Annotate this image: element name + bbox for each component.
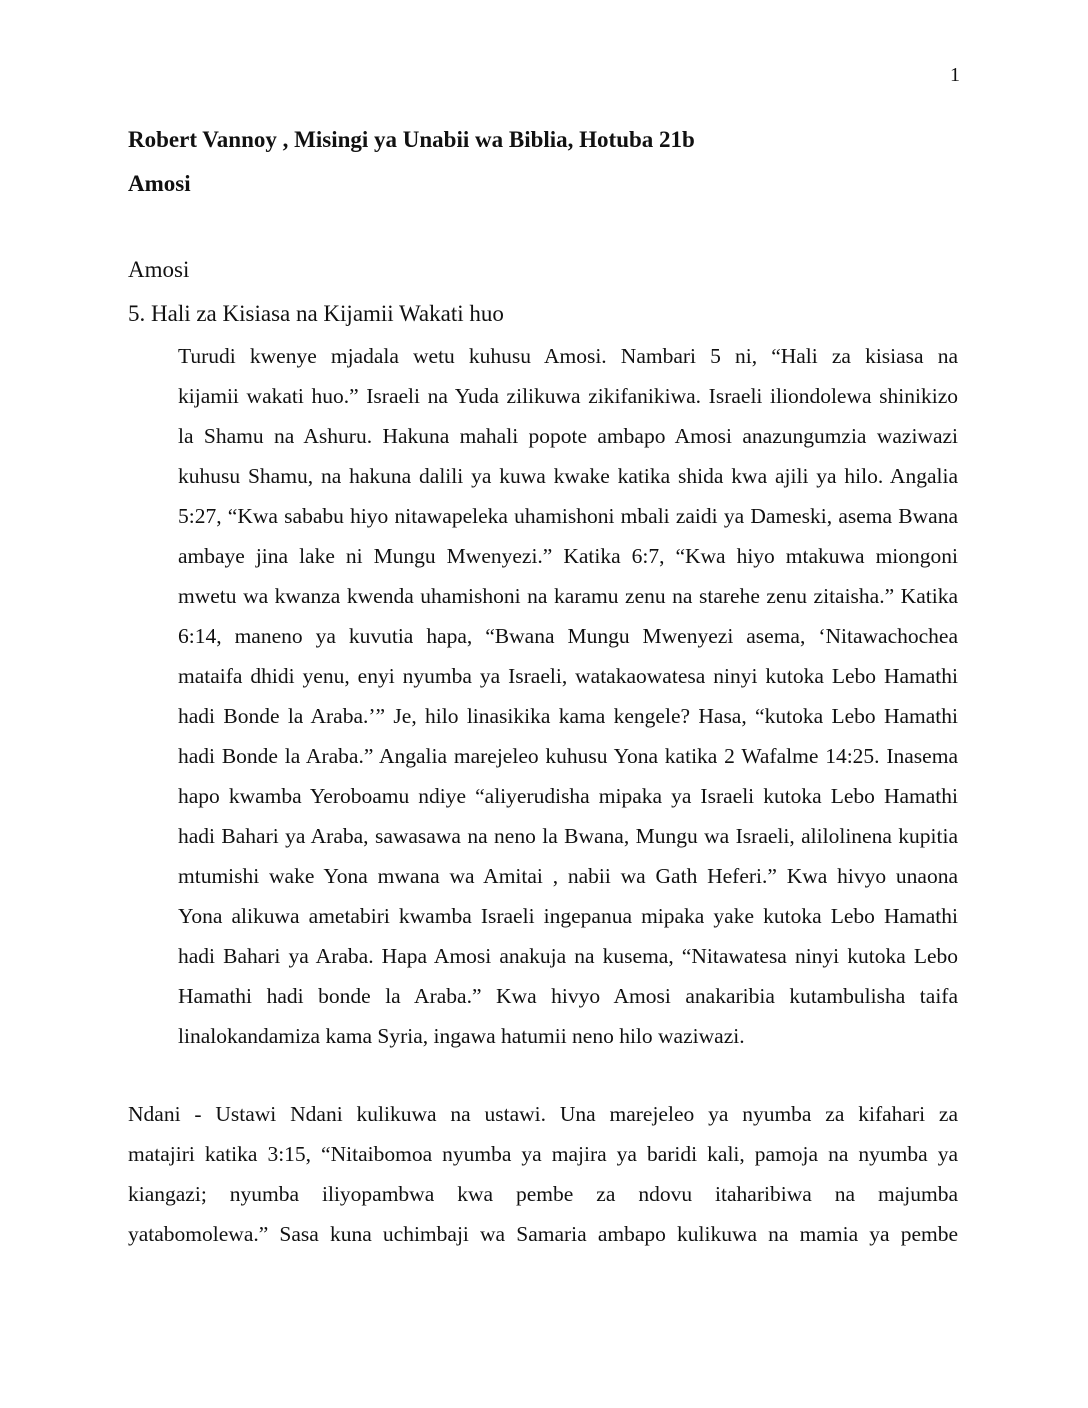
paragraph-line: kuhusu Shamu, na hakuna dalili ya kuwa kwake katika shida kwa ajili ya hilo. Angalia	[178, 464, 958, 488]
paragraph-internal-prosperity	[128, 1094, 958, 1254]
paragraph-line: Ndani - Ustawi Ndani kulikuwa na ustawi. Una marejeleo ya nyumba za kifahari za	[128, 1102, 958, 1126]
paragraph-line: Turudi kwenye mjadala wetu kuhusu Amosi. Nambari 5 ni, “Hali za kisiasa na	[178, 344, 958, 368]
page-number: 1	[950, 64, 960, 86]
paragraph-line: la Shamu na Ashuru. Hakuna mahali popote ambapo Amosi anazungumzia waziwazi	[178, 424, 958, 448]
paragraph-line: Yona alikuwa ametabiri kwamba Israeli ingepanua mipaka yake kutoka Lebo Hamathi	[178, 904, 958, 928]
section-name: Amosi	[128, 257, 190, 282]
paragraph-line: kijamii wakati huo.” Israeli na Yuda zilikuwa zikifanikiwa. Israeli iliondolewa shinikizo	[178, 384, 958, 408]
paragraph-line: mtumishi wake Yona mwana wa Amitai , nabii wa Gath Heferi.” Kwa hivyo unaona	[178, 864, 958, 888]
paragraph-line: hadi Bonde la Araba.’” Je, hilo linasikika kama kengele? Hasa, “kutoka Lebo Hamathi	[178, 704, 958, 728]
paragraph-line: kiangazi; nyumba iliyopambwa kwa pembe za ndovu itaharibiwa na majumba	[128, 1182, 958, 1206]
paragraph-line: 6:14, maneno ya kuvutia hapa, “Bwana Mungu Mwenyezi asema, ‘Nitawachochea	[178, 624, 958, 648]
paragraph-line: yatabomolewa.” Sasa kuna uchimbaji wa Samaria ambapo kulikuwa na mamia ya pembe	[128, 1222, 958, 1246]
section-heading: 5. Hali za Kisiasa na Kijamii Wakati huo	[128, 301, 504, 326]
paragraph-line: mataifa dhidi yenu, enyi nyumba ya Israeli, watakaowatesa ninyi kutoka Lebo Hamathi	[178, 664, 958, 688]
paragraph-line: matajiri katika 3:15, “Nitaibomoa nyumba ya majira ya baridi kali, pamoja na nyumba ya	[128, 1142, 958, 1166]
paragraph-line: ambaye jina lake ni Mungu Mwenyezi.” Katika 6:7, “Kwa hiyo mtakuwa miongoni	[178, 544, 958, 568]
paragraph-line: mwetu wa kwanza kwenda uhamishoni na karamu zenu na starehe zenu zitaisha.” Katika	[178, 584, 958, 608]
document-title: Robert Vannoy , Misingi ya Unabii wa Biblia, Hotuba 21b	[128, 127, 695, 152]
paragraph-line: 5:27, “Kwa sababu hiyo nitawapeleka uhamishoni mbali zaidi ya Dameski, asema Bwana	[178, 504, 958, 528]
paragraph-line: Hamathi hadi bonde la Araba.” Kwa hivyo Amosi anakaribia kutambulisha taifa	[178, 984, 958, 1008]
paragraph-line: hadi Bahari ya Araba. Hapa Amosi anakuja na kusema, “Nitawatesa ninyi kutoka Lebo	[178, 944, 958, 968]
paragraph-political-social	[128, 336, 958, 1056]
document-subtitle: Amosi	[128, 171, 191, 196]
paragraph-line: hapo kwamba Yeroboamu ndiye “aliyerudisha mipaka ya Israeli kutoka Lebo Hamathi	[178, 784, 958, 808]
paragraph-line: linalokandamiza kama Syria, ingawa hatumii neno hilo waziwazi.	[178, 1024, 745, 1048]
paragraph-line: hadi Bonde la Araba.” Angalia marejeleo kuhusu Yona katika 2 Wafalme 14:25. Inasema	[178, 744, 958, 768]
paragraph-line: hadi Bahari ya Araba, sawasawa na neno la Bwana, Mungu wa Israeli, alilolinena kupitia	[178, 824, 958, 848]
